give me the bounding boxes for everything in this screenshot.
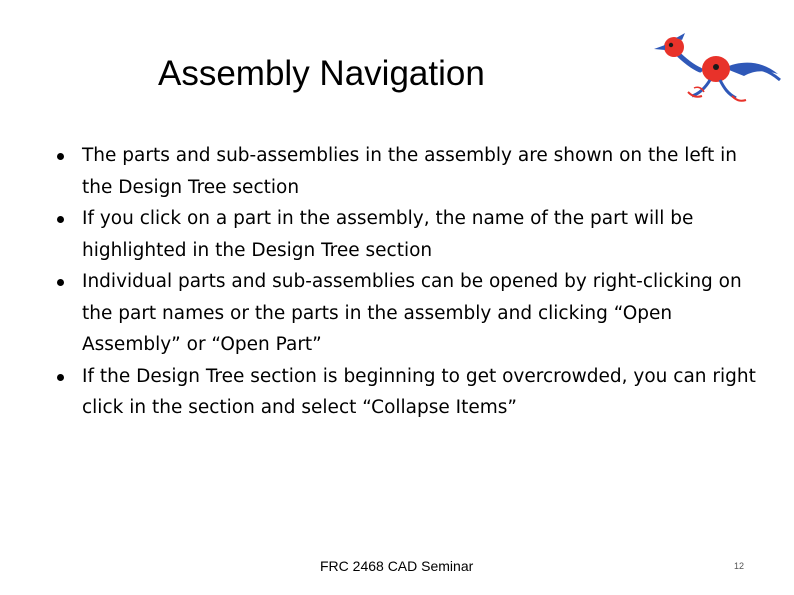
bullet-text: If the Design Tree section is beginning to get overcrowded, you can right click in the section and select “Collapse Items”: [82, 365, 756, 418]
page-number: 12: [734, 561, 745, 571]
slide-title: Assembly Navigation: [158, 54, 485, 93]
bullet-text: The parts and sub-assemblies in the assembly are shown on the left in the Design Tree section: [82, 145, 737, 198]
bullet-dot-icon: [57, 216, 64, 223]
list-item: [56, 140, 756, 203]
bullet-text: Individual parts and sub-assemblies can be opened by right-clicking on the part names or the parts in the assembly and clicking “Open Assembly” or “Open Part”: [82, 271, 742, 355]
bullet-text: If you click on a part in the assembly, the name of the part will be highlighted in the Design Tree section: [82, 208, 694, 261]
list-item: [56, 266, 756, 361]
bullet-dot-icon: [57, 374, 64, 381]
bullet-dot-icon: [57, 153, 64, 160]
bullet-list: [56, 140, 756, 424]
roadrunner-mascot-icon: [636, 30, 786, 110]
list-item: [56, 203, 756, 266]
list-item: [56, 361, 756, 424]
slide-footer: FRC 2468 CAD Seminar: [320, 558, 474, 574]
bullet-dot-icon: [57, 279, 64, 286]
